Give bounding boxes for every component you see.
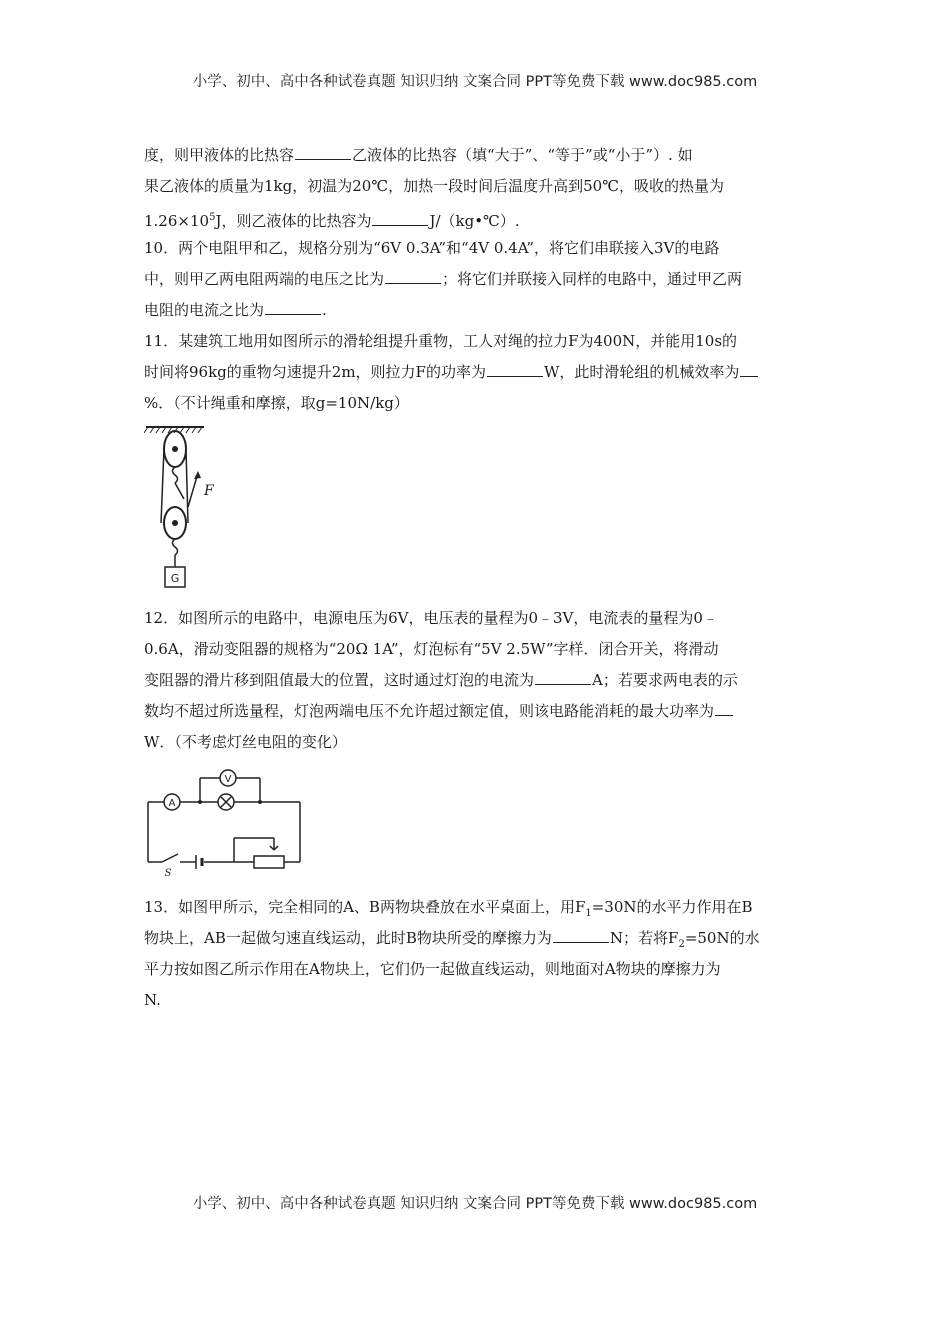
q12-text: 数均不超过所选量程，灯泡两端电压不允许超过额定值，则该电路能消耗的最大功率为 bbox=[144, 702, 715, 720]
circuit-diagram bbox=[144, 764, 306, 880]
q10-text: 电阻的电流之比为 bbox=[144, 301, 265, 319]
q9-text: 度，则甲液体的比热容 bbox=[144, 146, 295, 164]
subscript: 2 bbox=[678, 939, 685, 950]
q13-text: 13．如图甲所示，完全相同的A、B两物块叠放在水平桌面上，用F bbox=[144, 898, 586, 916]
answer-blank bbox=[715, 701, 733, 716]
q13-line-2 bbox=[144, 923, 810, 954]
answer-blank bbox=[553, 928, 609, 943]
q12-line-2: 0.6A，滑动变阻器的规格为“20Ω 1A”，灯泡标有“5V 2.5W”字样．闭合开关，将滑动 bbox=[144, 640, 719, 658]
switch-label: S bbox=[164, 868, 172, 879]
answer-blank bbox=[265, 300, 321, 315]
q9-text: J/（kg•℃）. bbox=[429, 212, 520, 230]
answer-blank bbox=[487, 362, 543, 377]
q12-line-5: W．（不考虑灯丝电阻的变化） bbox=[144, 733, 347, 751]
q13-text: 物块上，AB一起做匀速直线运动，此时B物块所受的摩擦力为 bbox=[144, 929, 552, 947]
q9-line-3 bbox=[144, 202, 810, 233]
answer-blank bbox=[740, 362, 758, 377]
force-label: F bbox=[204, 483, 214, 499]
circuit-figure bbox=[144, 764, 810, 882]
q9-text: 1.26×10 bbox=[144, 212, 210, 230]
q13-line-3: 平力按如图乙所示作用在A物块上，它们仍一起做直线运动，则地面对A物块的摩擦力为 bbox=[144, 960, 721, 978]
q11-line-2 bbox=[144, 357, 810, 388]
weight-label: G bbox=[170, 572, 180, 585]
q10-line-2 bbox=[144, 264, 810, 295]
subscript: 1 bbox=[585, 908, 592, 919]
q13-text: =30N的水平力作用在B bbox=[591, 898, 753, 916]
q9-line-1 bbox=[144, 140, 810, 171]
exponent: 5 bbox=[209, 212, 216, 223]
q10-line-1: 10．两个电阻甲和乙，规格分别为“6V 0.3A”和“4V 0.4A”，将它们串联接入3V的电路 bbox=[144, 239, 720, 257]
q10-text: ；将它们并联接入同样的电路中，通过甲乙两 bbox=[442, 270, 743, 288]
q13-text: N；若将F bbox=[609, 929, 679, 947]
answer-blank bbox=[372, 211, 428, 226]
q12-text: A；若要求两电表的示 bbox=[592, 671, 738, 689]
q9-text: J，则乙液体的比热容为 bbox=[215, 212, 372, 230]
q10-text: . bbox=[322, 301, 327, 319]
q13-text: =50N的水 bbox=[684, 929, 760, 947]
q12-text: 变阻器的滑片移到阻值最大的位置，这时通过灯泡的电流为 bbox=[144, 671, 535, 689]
q11-line-1: 11．某建筑工地用如图所示的滑轮组提升重物，工人对绳的拉力F为400N，并能用10s的 bbox=[144, 332, 738, 350]
q9-line-2: 果乙液体的质量为1kg，初温为20℃，加热一段时间后温度升高到50℃，吸收的热量为 bbox=[144, 177, 724, 195]
q11-text: W，此时滑轮组的机械效率为 bbox=[543, 363, 740, 381]
q11-text: 时间将96kg的重物匀速提升2m，则拉力F的功率为 bbox=[144, 363, 486, 381]
answer-blank bbox=[295, 145, 351, 160]
page-footer: 小学、初中、高中各种试卷真题 知识归纳 文案合同 PPT等免费下载 www.doc985.com bbox=[192, 1196, 758, 1212]
q12-line-1: 12．如图所示的电路中，电源电压为6V，电压表的量程为0﹣3V，电流表的量程为0﹣ bbox=[144, 609, 718, 627]
q9-text: 乙液体的比热容（填“大于”、“等于”或“小于”）. 如 bbox=[352, 146, 693, 164]
ammeter-label: A bbox=[168, 798, 176, 809]
q10-line-3 bbox=[144, 295, 810, 326]
q13-line-4: N. bbox=[144, 991, 161, 1009]
answer-blank bbox=[535, 670, 591, 685]
pulley-diagram bbox=[144, 423, 224, 593]
q12-line-3 bbox=[144, 665, 810, 696]
q13-line-1 bbox=[144, 892, 810, 923]
page-header: 小学、初中、高中各种试卷真题 知识归纳 文案合同 PPT等免费下载 www.doc985.com bbox=[192, 74, 758, 90]
q11-line-3: %．（不计绳重和摩擦，取g=10N/kg） bbox=[144, 394, 409, 412]
voltmeter-label: V bbox=[224, 774, 232, 785]
q10-text: 中，则甲乙两电阻两端的电压之比为 bbox=[144, 270, 385, 288]
q12-line-4 bbox=[144, 696, 810, 727]
answer-blank bbox=[385, 269, 441, 284]
pulley-figure bbox=[144, 423, 810, 597]
question-content bbox=[144, 140, 810, 1016]
